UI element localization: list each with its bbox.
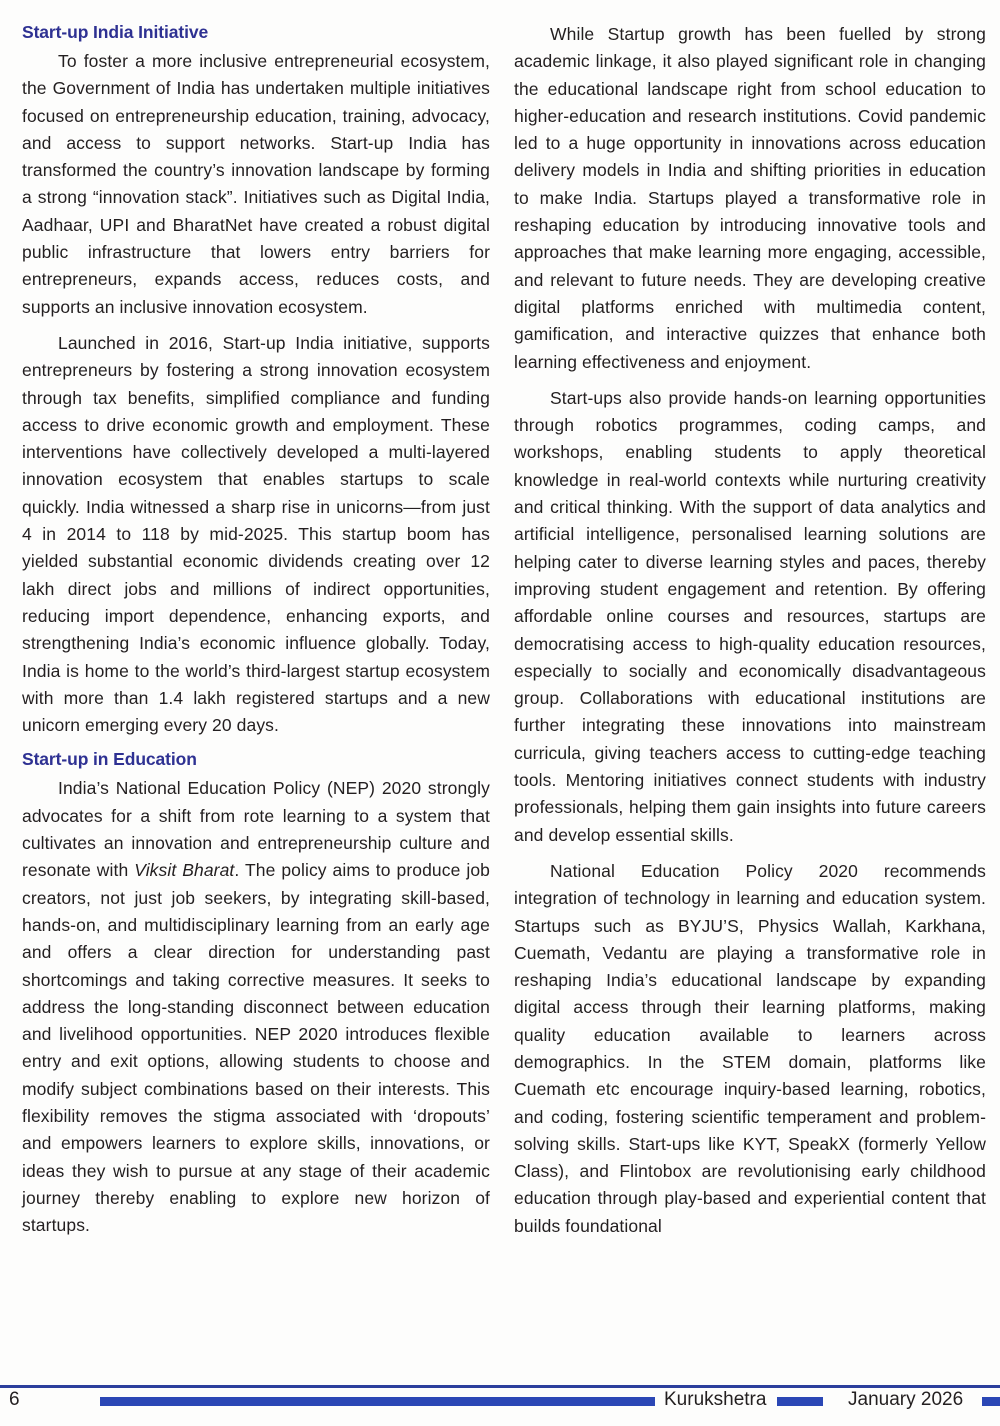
paragraph-text: . The policy aims to produce job creators, not just job seekers, by integrating skill-based, hands-on, and multidisciplinary learning from an early age and offers a clear direction for understanding past shortcomings and taking corrective measures. It seeks to address the long-standing disconnect between education and livelihood opportunities. NEP 2020 introduces flexible entry and exit options, allowing students to choose and modify subject combinations based on their interests. This flexibility removes the stigma associated with ‘dropouts’ and empowers learners to explore skills, innovations, or ideas they wish to pursue at any stage of their academic journey thereby enabling to explore new horizon of startups. <box>22 860 491 1236</box>
section-heading-startup-in-education: Start-up in Education <box>22 749 197 770</box>
magazine-title: Kurukshetra <box>664 1389 767 1410</box>
section-heading-startup-india: Start-up India Initiative <box>22 22 209 42</box>
left-column <box>22 0 490 1239</box>
paragraph: National Education Policy 2020 recommends integration of technology in learning and education system. Startups such as BYJU’S, Physics Wallah, Karkhana, Cuemath, Vedantu are playing a transformative role in reshaping India’s educational landscape by expanding digital access through their learning platforms, making quality education available to learners across demographics. In the STEM domain, platforms like Cuemath etc encourage inquiry-based learning, robotics, and coding, fostering scientific temperament and problem-solving skills. Start-ups like KYT, SpeakX (formerly Yellow Class), and Flintobox are revolutionising early childhood education through play-based and experiential content that builds foundational <box>514 860 986 1236</box>
issue-date: January 2026 <box>848 1389 964 1410</box>
paragraph-text: India’s National Education Policy (NEP) 2020 strongly advocates for a shift from rote learning to a system that cultivates an innovation and entrepreneurship culture and resonate with <box>22 778 490 881</box>
paragraph-nep <box>22 775 490 1239</box>
footer-bar <box>982 1397 1000 1406</box>
page-footer <box>0 1381 1000 1426</box>
italic-term: Viksit Bharat <box>134 860 235 881</box>
paragraph: Launched in 2016, Start-up India initiative, supports entrepreneurs by fostering a strong innovation ecosystem through tax benefits, simplified compliance and funding access to drive economic growth and employment. These interventions have collectively developed a multi-layered innovation ecosystem that enables startups to scale quickly. India witnessed a sharp rise in unicorns—from just 4 in 2014 to 118 by mid-2025. This startup boom has yielded substantial economic dividends creating over 12 lakh direct jobs and millions of indirect opportunities, reducing import dependence, enhancing exports, and strengthening India’s economic influence globally. Today, India is home to the world’s third-largest startup ecosystem with more than 1.4 lakh registered startups and a new unicorn emerging every 20 days. <box>22 332 490 736</box>
footer-rule <box>0 1385 1000 1388</box>
paragraph: To foster a more inclusive entrepreneurial ecosystem, the Government of India has undertaken multiple initiatives focused on entrepreneurship education, training, advocacy, and access to support networks. Start-up India has transformed the country’s innovation landscape by forming a strong “innovation stack”. Initiatives such as Digital India, Aadhaar, UPI and BharatNet have created a robust digital public infrastructure that lowers entry barriers for entrepreneurs, expands access, reduces costs, and supports an inclusive innovation ecosystem. <box>22 51 490 317</box>
paragraph: Start-ups also provide hands-on learning opportunities through robotics programmes, coding camps, and workshops, enabling students to apply theoretical knowledge in real-world contexts while nurturing creativity and critical thinking. With the support of data analytics and artificial intelligence, personalised learning solutions are helping cater to diverse learning styles and paces, thereby improving student engagement and retention. By offering affordable online courses and resources, startups are democratising access to high-quality education resources, especially to socially and economically disadvantageous group. Collaborations with educational institutions are further integrating these innovations into mainstream curricula, giving teachers access to cutting-edge teaching tools. Mentoring initiatives connect students with industry professionals, helping them gain insights into future careers and develop essential skills. <box>514 387 986 845</box>
footer-bar <box>777 1397 823 1406</box>
right-column <box>514 0 986 1240</box>
page-number: 6 <box>9 1389 20 1410</box>
paragraph: While Startup growth has been fuelled by strong academic linkage, it also played significant role in changing the educational landscape right from school education to higher-education and research institutions. Covid pandemic led to a huge opportunity in innovations across education delivery models in India and shifting priorities in education to make India. Startups played a transformative role in reshaping education by introducing innovative tools and approaches that make learning more engaging, accessible, and relevant to future needs. They are developing creative digital platforms enriched with multimedia content, gamification, and interactive quizzes that enhance both learning effectiveness and enjoyment. <box>514 24 986 372</box>
footer-bar <box>100 1397 655 1406</box>
